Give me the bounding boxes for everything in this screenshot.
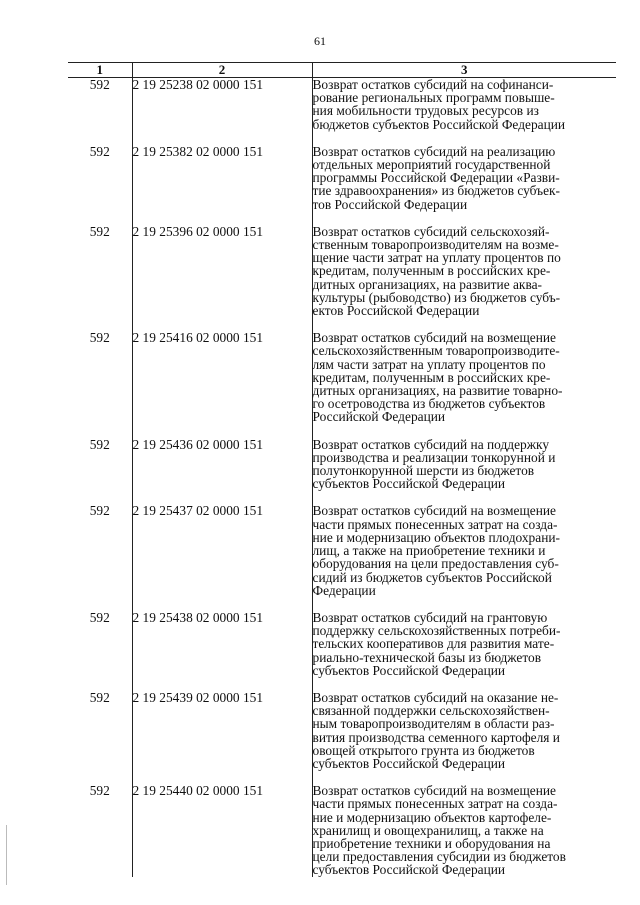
- budget-code-cell: 2 19 25416 02 0000 151: [132, 331, 312, 423]
- description-line: приобретение техники и оборудования на: [312, 835, 551, 851]
- column-header-admin: 1: [68, 63, 132, 78]
- budget-code-cell: 2 19 25439 02 0000 151: [132, 691, 312, 770]
- description-line: Российской Федерации: [312, 409, 446, 425]
- spacer-cell: [312, 490, 616, 504]
- spacer-cell: [132, 597, 312, 611]
- table-row: [68, 438, 616, 491]
- description-line: ние и модернизацию объектов картофеле-: [312, 809, 552, 825]
- description-line: тов Российской Федерации: [312, 196, 468, 212]
- description-line: ние и модернизацию объектов плодохрани-: [312, 529, 560, 545]
- admin-code-cell: 592: [89, 503, 110, 519]
- spacer-cell: [68, 211, 132, 225]
- description-line: тельских кооперативов для развития мате-: [312, 636, 555, 652]
- scan-edge-mark: [6, 825, 7, 885]
- spacer-cell: [68, 677, 132, 691]
- table-row: [68, 78, 616, 131]
- row-spacer: [68, 770, 616, 784]
- description-line: Возврат остатков субсидий на возмещение: [312, 783, 556, 799]
- table-row: [68, 784, 616, 876]
- table-row: [68, 331, 616, 423]
- budget-code-cell: 2 19 25437 02 0000 151: [132, 504, 312, 596]
- spacer-cell: [312, 131, 616, 145]
- description-cell: [312, 438, 616, 491]
- row-spacer: [68, 597, 616, 611]
- description-line: программы Российской Федерации «Разви-: [312, 170, 560, 186]
- row-spacer: [68, 490, 616, 504]
- budget-code-cell: 2 19 25382 02 0000 151: [132, 145, 312, 211]
- page-number: 61: [314, 34, 326, 48]
- description-cell: [312, 78, 616, 131]
- description-cell: [312, 784, 616, 876]
- spacer-cell: [132, 317, 312, 331]
- description-line: субъектов Российской Федерации: [312, 662, 506, 678]
- spacer-cell: [132, 677, 312, 691]
- row-spacer: [68, 131, 616, 145]
- spacer-cell: [312, 770, 616, 784]
- column-header-code: 2: [132, 63, 312, 78]
- spacer-cell: [68, 317, 132, 331]
- description-cell: [312, 611, 616, 677]
- description-line: щение части затрат на уплату процентов по: [312, 250, 561, 266]
- admin-code-cell: 592: [89, 143, 110, 159]
- description-line: цели предоставления субсидии из бюджетов: [312, 849, 566, 865]
- spacer-cell: [132, 770, 312, 784]
- table-row: [68, 145, 616, 211]
- description-line: тие здравоохранения» из бюджетов субъек-: [312, 183, 560, 199]
- spacer-cell: [312, 317, 616, 331]
- admin-code-cell: 592: [89, 77, 110, 92]
- description-cell: [312, 331, 616, 423]
- description-line: отдельных мероприятий государственной: [312, 157, 551, 173]
- table-row: [68, 504, 616, 596]
- description-line: Возврат остатков субсидий на поддержку: [312, 436, 550, 452]
- description-line: го осетроводства из бюджетов субъектов: [312, 396, 546, 412]
- description-line: ным товаропроизводителям в области раз-: [312, 716, 555, 732]
- row-spacer: [68, 211, 616, 225]
- description-line: кредитам, полученным в российских кре-: [312, 369, 551, 385]
- description-line: производства и реализации тонкорунной и: [312, 449, 556, 465]
- description-line: Возврат остатков субсидий на оказание не-: [312, 689, 559, 705]
- spacer-cell: [68, 490, 132, 504]
- description-line: связанной поддержки сельскохозяйствен-: [312, 703, 550, 719]
- table-row: [68, 225, 616, 317]
- description-cell: [312, 225, 616, 317]
- description-line: овощей открытого грунта из бюджетов: [312, 742, 535, 758]
- description-line: Возврат остатков субсидий на софинанси-: [312, 77, 554, 92]
- admin-code-cell: 592: [89, 223, 110, 239]
- description-line: сидий из бюджетов субъектов Российской: [312, 569, 552, 585]
- description-line: риально-технической базы из бюджетов: [312, 649, 542, 665]
- description-line: полутонкорунной шерсти из бюджетов: [312, 463, 535, 479]
- description-line: лям части затрат на уплату процентов по: [312, 356, 546, 372]
- description-line: Федерации: [312, 582, 376, 598]
- budget-code-cell: 2 19 25436 02 0000 151: [132, 438, 312, 491]
- budget-code-cell: 2 19 25438 02 0000 151: [132, 611, 312, 677]
- description-line: ственным товаропроизводителям на возме-: [312, 237, 559, 253]
- description-cell: [312, 145, 616, 211]
- spacer-cell: [68, 770, 132, 784]
- description-line: поддержку сельскохозяйственных потреби-: [312, 623, 561, 639]
- description-line: Возврат остатков субсидий на реализацию: [312, 143, 556, 159]
- spacer-cell: [132, 131, 312, 145]
- spacer-cell: [312, 677, 616, 691]
- budget-code-cell: 2 19 25440 02 0000 151: [132, 784, 312, 876]
- table-row: [68, 691, 616, 770]
- admin-code-cell: 592: [89, 609, 110, 625]
- description-line: кредитам, полученным в российских кре-: [312, 263, 551, 279]
- description-line: субъектов Российской Федерации: [312, 862, 506, 878]
- description-line: ния мобильности трудовых ресурсов из: [312, 103, 539, 119]
- admin-code-cell: 592: [89, 330, 110, 346]
- description-line: субъектов Российской Федерации: [312, 755, 506, 771]
- description-line: лищ, а также на приобретение техники и: [312, 543, 546, 559]
- budget-code-cell: 2 19 25396 02 0000 151: [132, 225, 312, 317]
- table-body: [68, 78, 616, 877]
- spacer-cell: [68, 597, 132, 611]
- table-row: [68, 611, 616, 677]
- spacer-cell: [132, 424, 312, 438]
- spacer-cell: [312, 597, 616, 611]
- budget-classification-table: [68, 62, 616, 877]
- description-line: рование региональных программ повыше-: [312, 90, 555, 106]
- description-cell: [312, 504, 616, 596]
- budget-code-cell: 2 19 25238 02 0000 151: [132, 78, 312, 131]
- description-line: бюджетов субъектов Российской Федерации: [312, 116, 566, 132]
- admin-code-cell: 592: [89, 436, 110, 452]
- description-line: культуры (рыбоводство) из бюджетов субъ-: [312, 289, 561, 305]
- description-line: Возврат остатков субсидий на возмещение: [312, 330, 556, 346]
- description-line: вития производства семенного картофеля и: [312, 729, 560, 745]
- spacer-cell: [68, 131, 132, 145]
- column-header-description: 3: [312, 63, 616, 78]
- description-line: Возврат остатков субсидий на грантовую: [312, 609, 548, 625]
- description-line: дитных организациях, на развитие товарно-: [312, 383, 563, 399]
- admin-code-cell: 592: [89, 783, 110, 799]
- description-line: ектов Российской Федерации: [312, 303, 480, 319]
- description-line: части прямых понесенных затрат на созда-: [312, 516, 558, 532]
- description-line: хранилищ и овощехранилищ, а также на: [312, 822, 544, 838]
- row-spacer: [68, 317, 616, 331]
- description-cell: [312, 691, 616, 770]
- table-header-row: [68, 63, 616, 78]
- admin-code-cell: 592: [89, 689, 110, 705]
- description-line: субъектов Российской Федерации: [312, 476, 506, 492]
- spacer-cell: [312, 211, 616, 225]
- description-line: Возврат остатков субсидий на возмещение: [312, 503, 556, 519]
- spacer-cell: [132, 490, 312, 504]
- description-line: Возврат остатков субсидий сельскохозяй-: [312, 223, 550, 239]
- row-spacer: [68, 677, 616, 691]
- spacer-cell: [312, 424, 616, 438]
- description-line: оборудования на цели предоставления суб-: [312, 556, 559, 572]
- description-line: сельскохозяйственным товаропроизводите-: [312, 343, 560, 359]
- spacer-cell: [132, 211, 312, 225]
- description-line: части прямых понесенных затрат на созда-: [312, 796, 558, 812]
- description-line: дитных организациях, на развитие аква-: [312, 276, 542, 292]
- row-spacer: [68, 424, 616, 438]
- spacer-cell: [68, 424, 132, 438]
